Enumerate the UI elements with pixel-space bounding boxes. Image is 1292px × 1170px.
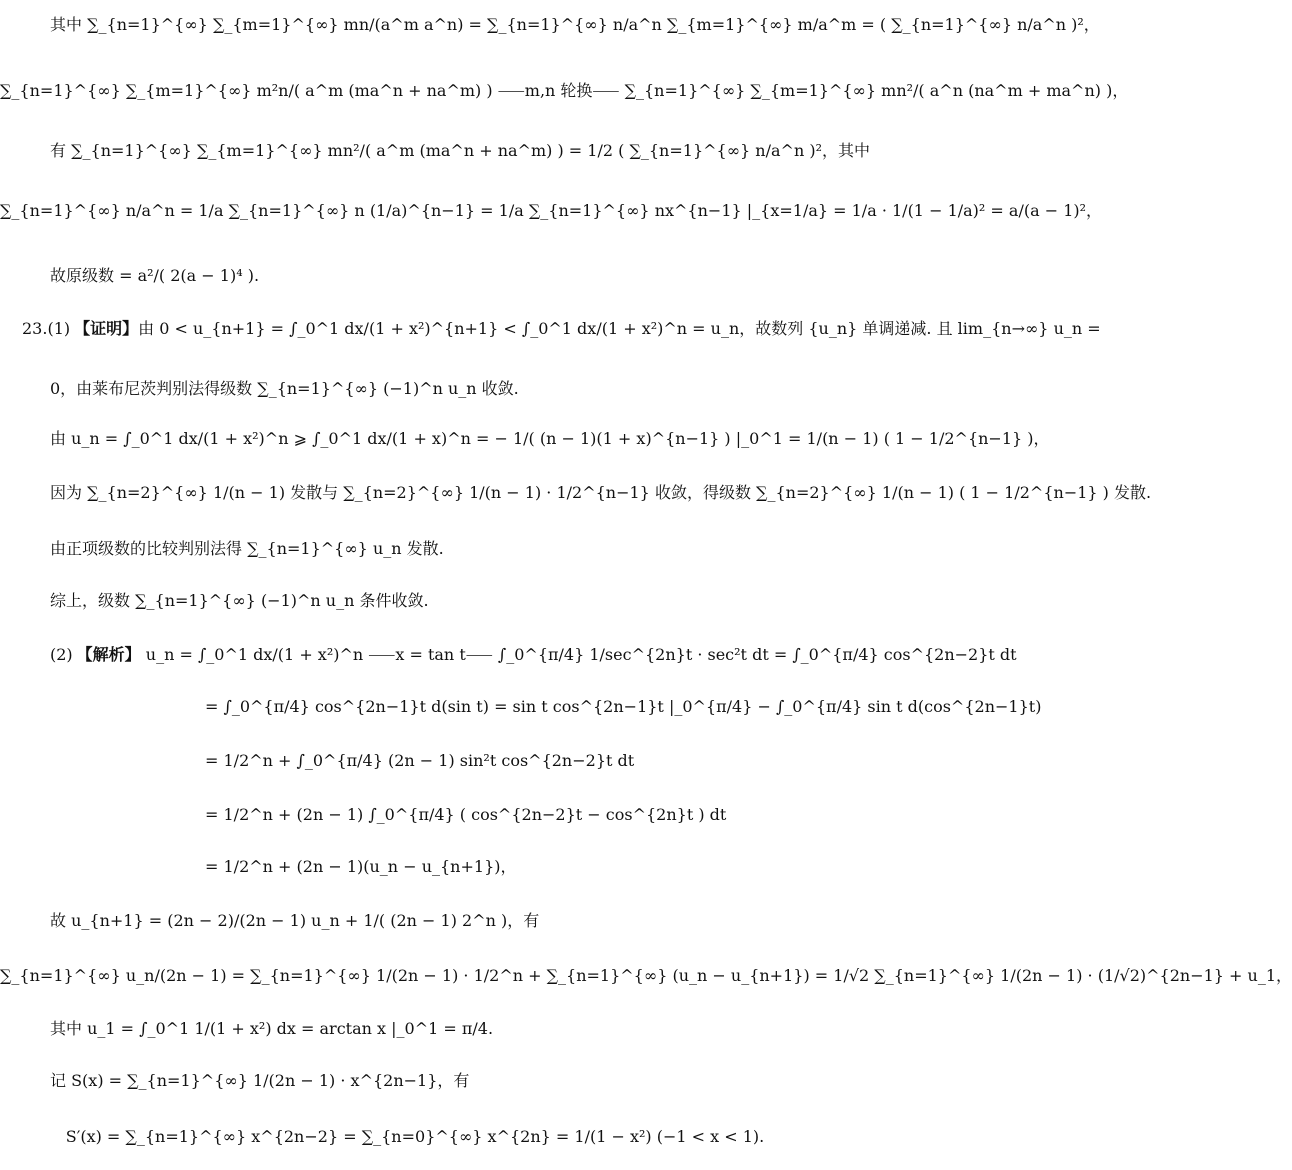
formula-line-19: 其中 u_1 = ∫_0^1 1/(1 + x²) dx = arctan x |_0^1 = π/4. — [50, 1019, 494, 1038]
analysis-tag: 【解析】 — [76, 645, 141, 664]
formula-line-20: 记 S(x) = ∑_{n=1}^{∞} 1/(2n − 1) · x^{2n−1}，有 — [50, 1071, 470, 1090]
formula-line-18: ∑_{n=1}^{∞} u_n/(2n − 1) = ∑_{n=1}^{∞} 1/(2n − 1) · 1/2^n + ∑_{n=1}^{∞} (u_n − u_{n+1}) = 1/√2 ∑_{n=1}^{∞} 1/(2n − 1) · (1/√2)^{2n−1} + u_1， — [0, 966, 1292, 985]
part-number: (2) — [50, 645, 73, 664]
proof-tag: 【证明】 — [74, 319, 139, 338]
formula-line-3: 有 ∑_{n=1}^{∞} ∑_{m=1}^{∞} mn²/( a^m (ma^n + na^m) ) = 1/2 ( ∑_{n=1}^{∞} n/a^n )²，其中 — [50, 141, 870, 160]
formula-line-10: 由正项级数的比较判别法得 ∑_{n=1}^{∞} u_n 发散. — [50, 539, 444, 558]
formula-line-8: 由 u_n = ∫_0^1 dx/(1 + x²)^n ⩾ ∫_0^1 dx/(1 + x)^n = − 1/( (n − 1)(1 + x)^{n−1} ) |_0^1 = 1/(n − 1) ( 1 − 1/2^{n−1} )， — [50, 429, 1050, 448]
formula-line-13: = ∫_0^{π/4} cos^{2n−1}t d(sin t) = sin t cos^{2n−1}t |_0^{π/4} − ∫_0^{π/4} sin t d(cos^{2n−1}t) — [205, 697, 1042, 716]
formula-line-7: 0，由莱布尼茨判别法得级数 ∑_{n=1}^{∞} (−1)^n u_n 收敛. — [50, 379, 519, 398]
problem-23-part2-line — [50, 644, 1017, 666]
formula-line-11: 综上，级数 ∑_{n=1}^{∞} (−1)^n u_n 条件收敛. — [50, 591, 429, 610]
formula-line-15: = 1/2^n + (2n − 1) ∫_0^{π/4} ( cos^{2n−2}t − cos^{2n}t ) dt — [205, 805, 727, 824]
formula-line-5: 故原级数 = a²/( 2(a − 1)⁴ ). — [50, 266, 260, 285]
formula-line-4: ∑_{n=1}^{∞} n/a^n = 1/a ∑_{n=1}^{∞} n (1/a)^{n−1} = 1/a ∑_{n=1}^{∞} nx^{n−1} |_{x=1/a} = 1/a · 1/(1 − 1/a)² = a/(a − 1)²， — [0, 201, 1103, 220]
formula-line-21: S′(x) = ∑_{n=1}^{∞} x^{2n−2} = ∑_{n=0}^{∞} x^{2n} = 1/(1 − x²) (−1 < x < 1). — [65, 1127, 765, 1146]
formula-line-16: = 1/2^n + (2n − 1)(u_n − u_{n+1})， — [205, 857, 517, 876]
problem-number: 23.(1) — [22, 319, 71, 338]
proof-text: 由 0 < u_{n+1} = ∫_0^1 dx/(1 + x²)^{n+1} < ∫_0^1 dx/(1 + x²)^n = u_n，故数列 {u_n} 单调递减. 且 lim_{n→∞} u_n = — [138, 319, 1101, 338]
formula-line-9: 因为 ∑_{n=2}^{∞} 1/(n − 1) 发散与 ∑_{n=2}^{∞} 1/(n − 1) · 1/2^{n−1} 收敛，得级数 ∑_{n=2}^{∞} 1/(n − 1) ( 1 − 1/2^{n−1} ) 发散. — [50, 483, 1152, 502]
analysis-text: u_n = ∫_0^1 dx/(1 + x²)^n ⸺x = tan t⸺ ∫_0^{π/4} 1/sec^{2n}t · sec²t dt = ∫_0^{π/4} cos^{2n−2}t dt — [140, 645, 1017, 664]
formula-line-14: = 1/2^n + ∫_0^{π/4} (2n − 1) sin²t cos^{2n−2}t dt — [205, 751, 635, 770]
problem-23-part1-line — [22, 318, 1101, 340]
formula-line-17: 故 u_{n+1} = (2n − 2)/(2n − 1) u_n + 1/( (2n − 1) 2^n )，有 — [50, 911, 540, 930]
formula-line-2: ∑_{n=1}^{∞} ∑_{m=1}^{∞} m²n/( a^m (ma^n + na^m) ) ⸺m,n 轮换⸺ ∑_{n=1}^{∞} ∑_{m=1}^{∞} mn²/( a^n (na^m + ma^n) )， — [0, 81, 1129, 100]
formula-line-1: 其中 ∑_{n=1}^{∞} ∑_{m=1}^{∞} mn/(a^m a^n) = ∑_{n=1}^{∞} n/a^n ∑_{m=1}^{∞} m/a^m = ( ∑_{n=1}^{∞} n/a^n )²， — [50, 15, 1100, 34]
